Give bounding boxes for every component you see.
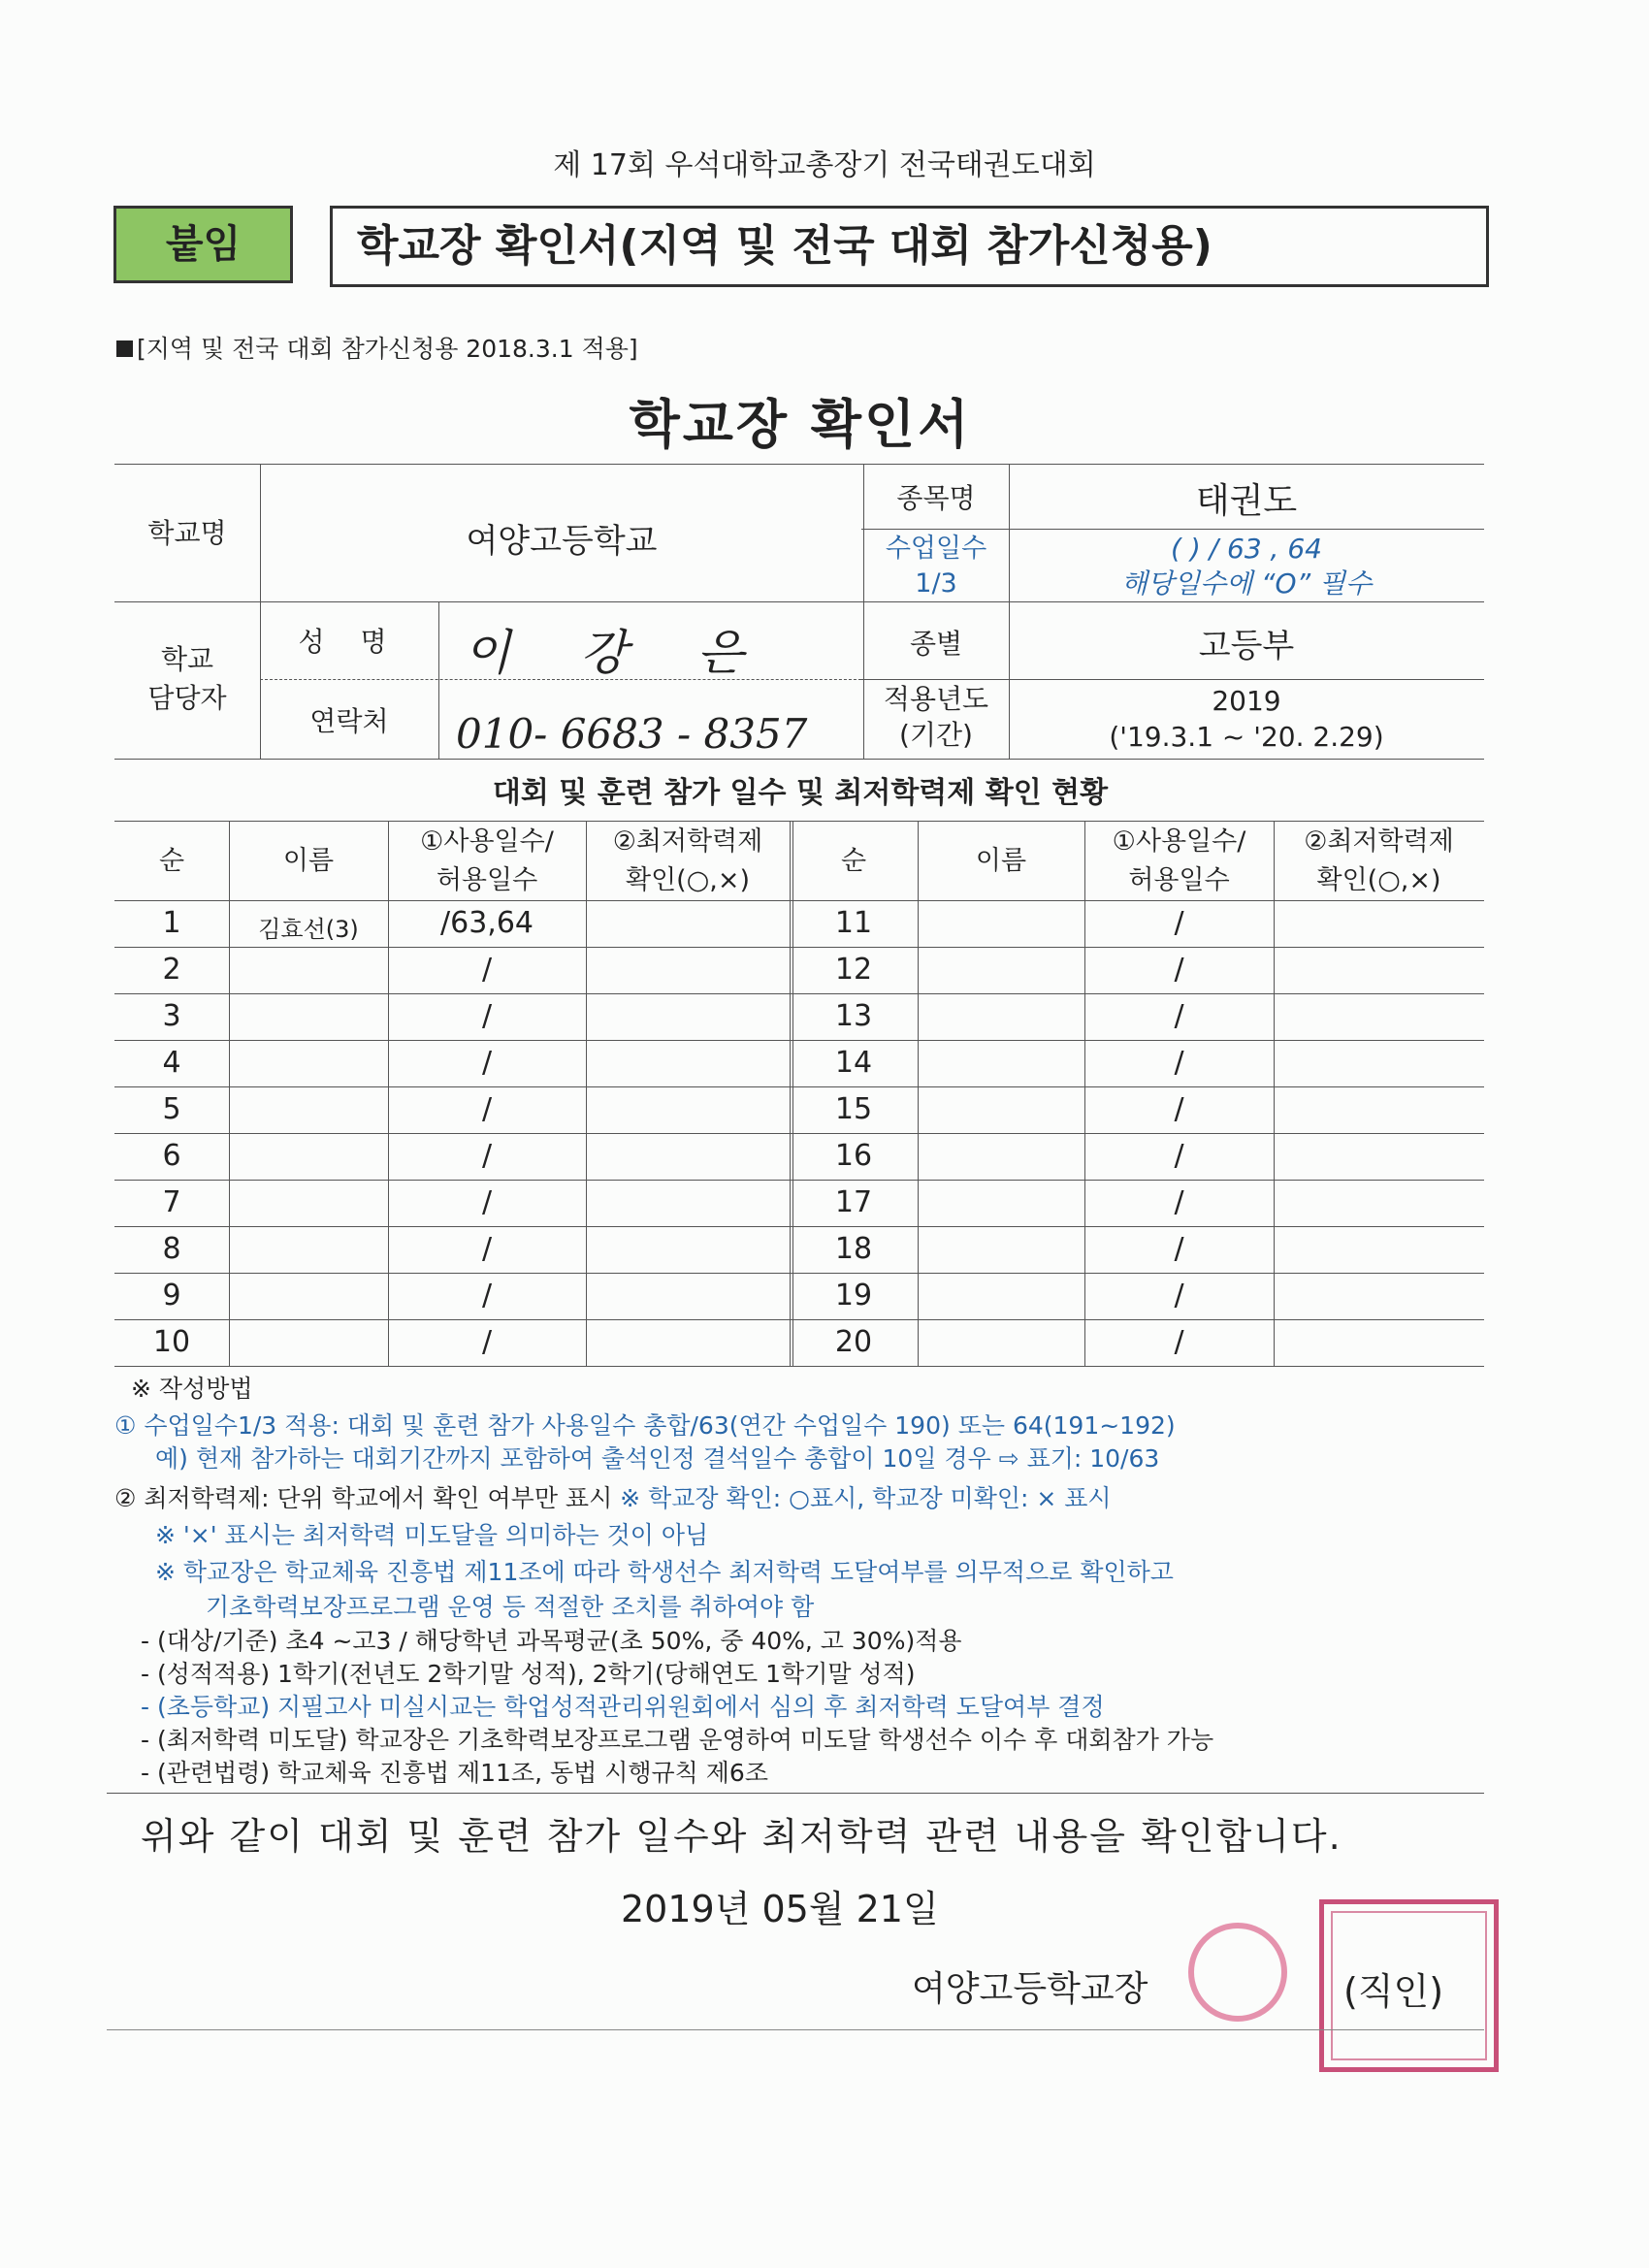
year-value	[1009, 683, 1484, 755]
phone-label: 연락처	[309, 705, 389, 737]
check-cell	[586, 947, 790, 993]
division-label: 종별	[909, 628, 963, 660]
header-check-left-1: ②최저학력제	[612, 826, 763, 857]
row-no: 2	[162, 953, 181, 987]
detail-1: - (대상/기준) 초4 ~고3 / 해당학년 과목평균(초 50%, 중 40%, 고 30%)적용	[141, 1627, 962, 1655]
row-divider	[114, 993, 1484, 994]
row-no: 17	[834, 1185, 873, 1219]
contact-label-line1: 학교	[160, 643, 214, 675]
contact-label	[114, 640, 260, 718]
contact-label-line2: 담당자	[147, 682, 227, 714]
check-cell	[586, 993, 790, 1040]
row-days: /	[481, 999, 493, 1033]
note-2a-blue: ※ 학교장 확인: ○표시, 학교장 미확인: × 표시	[620, 1484, 1112, 1512]
table-title: 대회 및 훈련 참가 일수 및 최저학력제 확인 현황	[492, 776, 1109, 810]
row-no: 13	[834, 999, 873, 1033]
header-check-right-1: ②최저학력제	[1304, 826, 1454, 857]
row-no: 15	[834, 1092, 873, 1126]
row-no: 9	[162, 1279, 181, 1312]
class-days-label-line2: 1/3	[915, 568, 957, 599]
detail-4: - (최저학력 미도달) 학교장은 기초학력보장프로그램 운영하여 미도달 학생선수 이수 후 대회참가 가능	[141, 1726, 1214, 1754]
row-days: /	[1174, 1092, 1184, 1126]
row-days: /	[1174, 999, 1184, 1033]
row-days: /	[1174, 953, 1184, 987]
school-value: 여양고등학교	[466, 522, 658, 561]
document-title: 학교장 확인서	[629, 394, 972, 455]
row-days: /	[481, 1232, 493, 1266]
header-check-right	[1274, 823, 1484, 900]
row-days: /	[481, 953, 493, 987]
check-cell	[586, 1040, 790, 1086]
row-divider	[114, 1226, 1484, 1227]
year-value-line2: ('19.3.1 ~ '20. 2.29)	[1109, 721, 1384, 753]
year-label	[863, 681, 1009, 753]
row-days: /63,64	[440, 906, 534, 940]
check-cell	[586, 1319, 790, 1366]
principal-signature: 여양고등학교장	[912, 1969, 1148, 2009]
header-no-right: 순	[840, 846, 867, 876]
rule-note	[116, 330, 638, 365]
row-days: /	[481, 1092, 493, 1126]
row-no: 3	[162, 999, 181, 1033]
row-no: 7	[162, 1185, 181, 1219]
name-value: 이 강 은	[464, 625, 771, 681]
notes-heading: ※ 작성방법	[131, 1375, 253, 1403]
row-divider	[114, 1086, 1484, 1087]
header-days-right-1: ①사용일수/	[1112, 826, 1246, 857]
row-days: /	[481, 1139, 493, 1173]
confirmation-date: 2019년 05월 21일	[621, 1888, 939, 1930]
name-cell-empty	[918, 1086, 1084, 1133]
sport-label: 종목명	[896, 482, 976, 514]
note-2b: ※ '×' 표시는 최저학력 미도달을 의미하는 것이 아님	[155, 1521, 709, 1549]
check-cell	[586, 1226, 790, 1273]
row-no: 14	[834, 1046, 873, 1080]
check-cell	[586, 1180, 790, 1226]
note-1b: 예) 현재 참가하는 대회기간까지 포함하여 출석인정 결석일수 총합이 10일 경우 ⇨ 표기: 10/63	[155, 1444, 1160, 1473]
division-value: 고등부	[1198, 627, 1295, 665]
confirmation-statement: 위와 같이 대회 및 훈련 참가 일수와 최저학력 관련 내용을 확인합니다.	[141, 1815, 1342, 1858]
row-divider	[114, 1273, 1484, 1274]
row-days: /	[481, 1279, 493, 1312]
year-value-line1: 2019	[1212, 685, 1281, 717]
row-no: 20	[834, 1325, 873, 1359]
school-label: 학교명	[147, 517, 227, 549]
note-2d: 기초학력보장프로그램 운영 등 적절한 조치를 취하여야 함	[206, 1593, 815, 1621]
year-label-line2: (기간)	[899, 719, 973, 751]
row-divider	[114, 1319, 1484, 1320]
row-no: 4	[162, 1046, 181, 1080]
row-no: 18	[834, 1232, 873, 1266]
name-label: 성 명	[298, 626, 401, 658]
box-title: 학교장 확인서(지역 및 전국 대회 참가신청용)	[330, 206, 1489, 287]
row-no: 8	[162, 1232, 181, 1266]
detail-3: - (초등학교) 지필고사 미실시교는 학업성적관리위원회에서 심의 후 최저학력 도달여부 결정	[141, 1693, 1105, 1721]
header-no-left: 순	[158, 846, 185, 876]
header-days-right-2: 허용일수	[1128, 865, 1230, 895]
class-days-label-line1: 수업일수	[885, 534, 987, 564]
attachment-tag: 붙임	[113, 206, 293, 283]
row-days: /	[1174, 1325, 1184, 1359]
seal-label: (직인)	[1343, 1970, 1444, 2013]
row-days: /	[1174, 1185, 1184, 1219]
row-no: 19	[834, 1279, 873, 1312]
phone-value: 010- 6683 - 8357	[456, 710, 808, 758]
name-cell-empty	[918, 993, 1084, 1040]
row-days: /	[1174, 1279, 1184, 1312]
row-days: /	[1174, 1139, 1184, 1173]
row-no: 10	[152, 1325, 191, 1359]
rule-note-text: [지역 및 전국 대회 참가신청용 2018.3.1 적용]	[137, 335, 638, 363]
row-days: /	[1174, 1232, 1184, 1266]
row-divider	[114, 1040, 1484, 1041]
event-title: 제 17회 우석대학교총장기 전국태권도대회	[553, 148, 1096, 182]
row-no: 6	[162, 1139, 181, 1173]
square-bullet-icon	[116, 340, 133, 357]
name-cell-empty	[918, 947, 1084, 993]
header-days-left-2: 허용일수	[436, 865, 538, 895]
check-cell	[586, 900, 790, 947]
detail-5: - (관련법령) 학교체육 진흥법 제11조, 동법 시행규칙 제6조	[141, 1759, 768, 1787]
header-days-left-1: ①사용일수/	[420, 826, 554, 857]
check-cell	[586, 1133, 790, 1180]
row-divider	[114, 1366, 1484, 1367]
class-days-label	[863, 532, 1009, 601]
round-stamp-icon	[1188, 1923, 1287, 2022]
year-label-line1: 적용년도	[883, 683, 989, 715]
row-no: 11	[834, 906, 873, 940]
note-1a: ① 수업일수1/3 적용: 대회 및 훈련 참가 사용일수 총합/63(연간 수업일수 190) 또는 64(191~192)	[114, 1411, 1176, 1440]
row-no: 5	[162, 1092, 181, 1126]
name-cell-empty	[918, 1319, 1084, 1366]
name-cell-empty	[918, 1180, 1084, 1226]
header-days-left	[388, 823, 586, 900]
header-days-right	[1084, 823, 1274, 900]
row-divider	[114, 1133, 1484, 1134]
check-cell	[586, 1273, 790, 1319]
note-2a	[114, 1479, 1112, 1514]
name-cell-empty	[918, 1226, 1084, 1273]
row-name: 김효선(3)	[258, 916, 359, 943]
row-days: /	[1174, 906, 1184, 940]
row-days: /	[1174, 1046, 1184, 1080]
detail-2: - (성적적용) 1학기(전년도 2학기말 성적), 2학기(당해연도 1학기말 성적)	[141, 1660, 916, 1688]
row-days: /	[481, 1046, 493, 1080]
name-cell-empty	[918, 1040, 1084, 1086]
header-name-left: 이름	[282, 846, 335, 876]
check-cell	[586, 1086, 790, 1133]
header-check-right-2: 확인(○,×)	[1316, 865, 1441, 895]
class-days-value-line1: ( ) / 63 , 64	[1171, 533, 1322, 565]
header-name-right: 이름	[975, 846, 1027, 876]
sport-value: 태권도	[1195, 481, 1298, 521]
row-days: /	[481, 1325, 493, 1359]
header-check-left-2: 확인(○,×)	[626, 865, 750, 895]
note-2a-text: ② 최저학력제: 단위 학교에서 확인 여부만 표시	[114, 1484, 621, 1512]
name-cell-empty	[918, 1133, 1084, 1180]
row-no: 16	[834, 1139, 873, 1173]
class-days-value-line2: 해당일수에 “O” 필수	[1120, 567, 1373, 599]
row-no: 1	[162, 906, 181, 940]
row-no: 12	[834, 953, 873, 987]
header-check-left	[586, 823, 790, 900]
row-divider	[114, 1180, 1484, 1181]
row-divider	[114, 947, 1484, 948]
name-cell-empty	[918, 1273, 1084, 1319]
note-2c: ※ 학교장은 학교체육 진흥법 제11조에 따라 학생선수 최저학력 도달여부를 의무적으로 확인하고	[155, 1558, 1174, 1586]
name-cell-empty	[918, 900, 1084, 947]
row-days: /	[481, 1185, 493, 1219]
class-days-value	[1009, 532, 1484, 601]
